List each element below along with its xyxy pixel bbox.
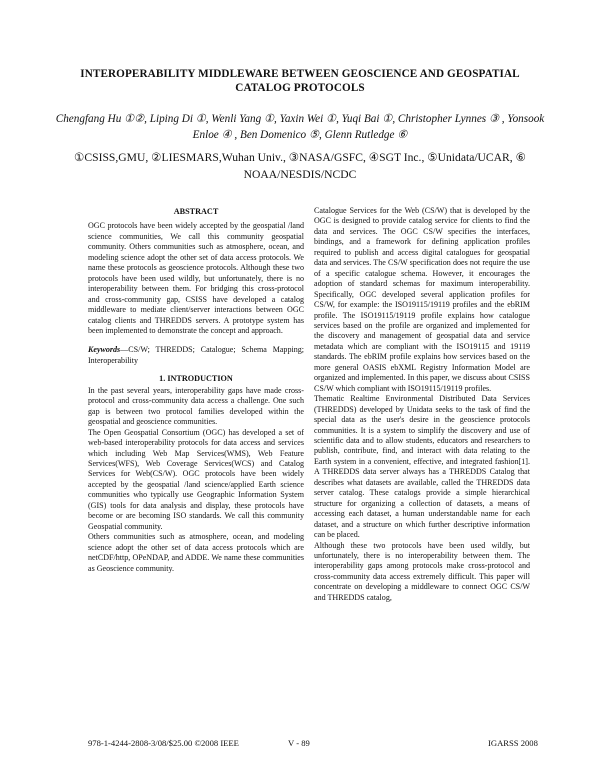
keywords-text: —CS/W; THREDDS; Catalogue; Schema Mapping; Interoperability [88,345,304,365]
keywords [88,345,304,366]
left-column [88,206,304,574]
affiliations: ①CSISS,GMU, ②LIESMARS,Wuhan Univ., ③NASA/GSFC, ④SGT Inc., ⑤Unidata/UCAR, ⑥ NOAA/NESDIS/NCDC [74,151,526,181]
keywords-label: Keywords [88,345,121,355]
abstract-heading: ABSTRACT [173,207,219,216]
paper-title: INTEROPERABILITY MIDDLEWARE BETWEEN GEOSCIENCE AND GEOSPATIAL CATALOG PROTOCOLS [80,68,520,94]
footer-page-number: V - 89 [288,738,310,748]
abstract-text: OGC protocols have been widely accepted by the geospatial /land science communities, We call this community geospatial community. Others communities such as atmosphere, ocean, and modeling science adopt the other set of data access protocols. We name these protocols as geoscience protocols. Although these two protocols have been used wildly, but unfortunately, there is no interoperability between them. For bridging this cross-protocol and cross-community gap, CSISS have developed a catalog middleware to mediate client/server interactions between OGC catalog clients and THREDDS servers. A prototype system has been implemented to demonstrate the concept and approach. [88,221,304,335]
author-list: Chengfang Hu ①②, Liping Di ①, Wenli Yang ①, Yaxin Wei ①, Yuqi Bai ①, Christopher Lynnes ③ , Yonsook Enloe ④ , Ben Domenico ⑤, Glenn Rutledge ⑥ [55,113,545,141]
body-paragraph: Thematic Realtime Environmental Distributed Data Services (THREDDS) developed by Unidata seeks to the task of find the special data as the user's desire in the geoscience protocols communities. It is a system to simplify the discovery and use of scientific data and to allow students, educators and researchers to publish, contribute, find, and interact with data relating to the Earth system in a convenient, effective, and integrated fashion[1]. A THREDDS data server always has a THREDDS Catalog that describes what datasets are available, called the THREDDS data server catalog. These catalogs provide a simple hierarchical structure for organizing a collection of datasets, a means of accessing each dataset, a human understandable name for each dataset, and a structure on which further descriptive information can be placed. [314,394,530,540]
intro-paragraph: Others communities such as atmosphere, ocean, and modeling science adopt the other set of data access protocols which are netCDF/http, OPeNDAP, and ADDE. We name these communities as Geoscience community. [88,532,304,573]
footer-isbn: 978-1-4244-2808-3/08/$25.00 ©2008 IEEE [88,738,239,748]
body-paragraph: Although these two protocols have been used wildly, but unfortunately, there is no interoperability between them. The interoperability gaps among protocols make cross-protocol and cross-community data access extremely difficult. This paper will concentrate on developing a middleware to connect OGC CS/W and THREDDS catalog, [314,540,530,602]
introduction-heading: 1. INTRODUCTION [159,374,233,384]
intro-paragraph: The Open Geospatial Consortium (OGC) has developed a set of web-based interoperability protocols for data access and services which including Web Map Services(WMS), Web Feature Services(WFS), Web Coverage Services(WCS) and Catalog Services for Web(CS/W). OGC protocols have been widely accepted by the geospatial /land science/applied Earth science communities who typically use Geographic Information System (GIS) tools for data analysis and display, these protocols have become or are becoming ISO standards. We call this community Geospatial community. [88,427,304,531]
footer-conference: IGARSS 2008 [488,738,538,748]
intro-paragraph: In the past several years, interoperability gaps have made cross-protocol and cross-community data access a challenge. One such gap is between two protocol families developed within the geospatial and geoscience communities. [88,385,304,427]
body-paragraph: Catalogue Services for the Web (CS/W) that is developed by the OGC is designed to provide catalog service for clients to find the data and services. The OGC CS/W specifies the interfaces, bindings, and a framework for defining application profiles required to publish and access digital catalogues for geospatial data and services. The CS/W specification does not require the use of a specific catalogue schema. However, it encourages the adoption of standard schemas for maximum interoperability. Specifically, OGC developed several application profiles for CS/W, for example: the ISO19115/19119 profiles and the ebRIM profile. The ISO19115/19119 profile explains how catalogue services based on the profile are organized and implemented for the discovery and management of geospatial data and service metadata which are compliant with the ISO19115 and 19119 standards. The ebRIM profile explains how services based on the more general OASIS ebXML Registry Information Model are organized and implemented. In this paper, we discuss about CSISS CS/W which compliant with ISO19115/19119 profiles. [314,206,530,393]
right-column [314,206,530,603]
